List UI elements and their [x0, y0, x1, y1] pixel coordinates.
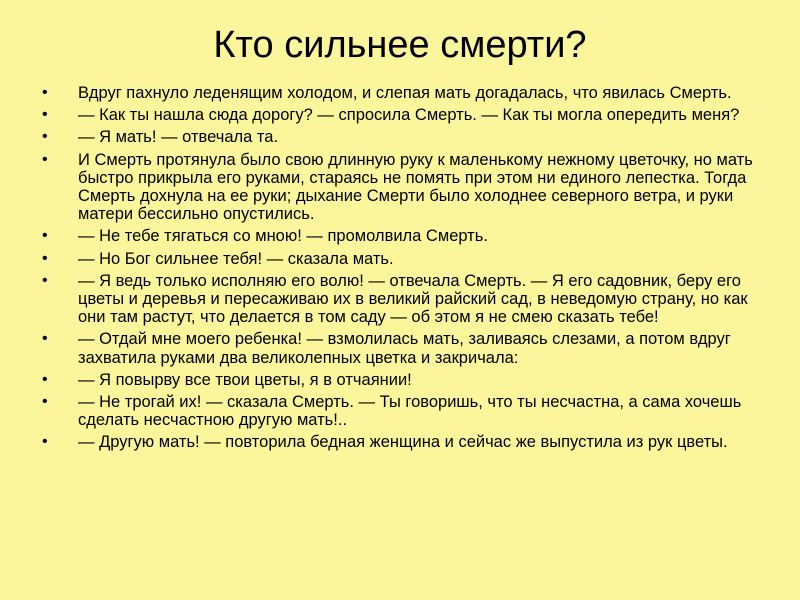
bullet-item	[42, 151, 762, 224]
bullet-text: — Но Бог сильнее тебя! — сказала мать.	[78, 249, 394, 268]
bullet-icon: •	[42, 393, 48, 411]
bullet-icon: •	[42, 370, 48, 388]
bullet-text: — Не тебе тягаться со мною! — промолвила Смерть.	[78, 227, 488, 246]
bullet-icon: •	[42, 271, 48, 289]
bullet-text: — Как ты нашла сюда дорогу? — спросила Смерть. — Как ты могла опередить меня?	[78, 106, 740, 125]
bullet-item	[42, 393, 762, 429]
bullet-text: — Другую мать! — повторила бедная женщина и сейчас же выпустила из рук цветы.	[78, 433, 728, 452]
bullet-text: — Отдай мне моего ребенка! — взмолилась мать, заливаясь слезами, а потом вдруг захватила руками два великолепных цветка и закричала:	[78, 330, 731, 367]
bullet-item	[42, 250, 762, 268]
bullet-item	[42, 128, 762, 146]
bullet-item	[42, 227, 762, 245]
bullet-icon: •	[42, 106, 48, 124]
bullet-icon: •	[42, 128, 48, 146]
bullet-item	[42, 84, 762, 102]
bullet-icon: •	[42, 433, 48, 451]
bullet-icon: •	[42, 330, 48, 348]
bullet-text: Вдруг пахнуло леденящим холодом, и слепая мать догадалась, что явилась Смерть.	[78, 84, 732, 102]
bullet-item	[42, 106, 762, 124]
bullet-text: И Смерть протянула было свою длинную руку к маленькому нежному цветочку, но мать быстро прикрыла его руками, стараясь не помять при этом ни единого лепестка. Тогда Смерть дохнула на ее руки; дыхание Смерти было холоднее северного ветра, и руки матери бессильно опустились.	[78, 150, 753, 224]
bullet-list	[42, 84, 762, 456]
bullet-text: — Я повырву все твои цветы, я в отчаянии!	[78, 370, 412, 389]
bullet-text: — Не трогай их! — сказала Смерть. — Ты говоришь, что ты несчастна, а сама хочешь сделать несчастною другую мать!..	[78, 393, 742, 430]
bullet-item	[42, 371, 762, 389]
bullet-icon: •	[42, 150, 48, 168]
bullet-icon: •	[42, 227, 48, 245]
bullet-text: — Я ведь только исполняю его волю! — отвечала Смерть. — Я его садовник, беру его цветы и деревья и пересаживаю их в великий райский сад, в неведомую страну, но как они там растут, что делается в том саду — об этом я не смею сказать тебе!	[78, 271, 748, 327]
bullet-item	[42, 433, 762, 451]
bullet-text: — Я мать! — отвечала та.	[78, 128, 279, 147]
bullet-icon: •	[42, 249, 48, 267]
bullet-item	[42, 272, 762, 327]
bullet-item	[42, 330, 762, 366]
bullet-icon: •	[42, 84, 48, 101]
slide-title: Кто сильнее смерти?	[213, 24, 587, 66]
